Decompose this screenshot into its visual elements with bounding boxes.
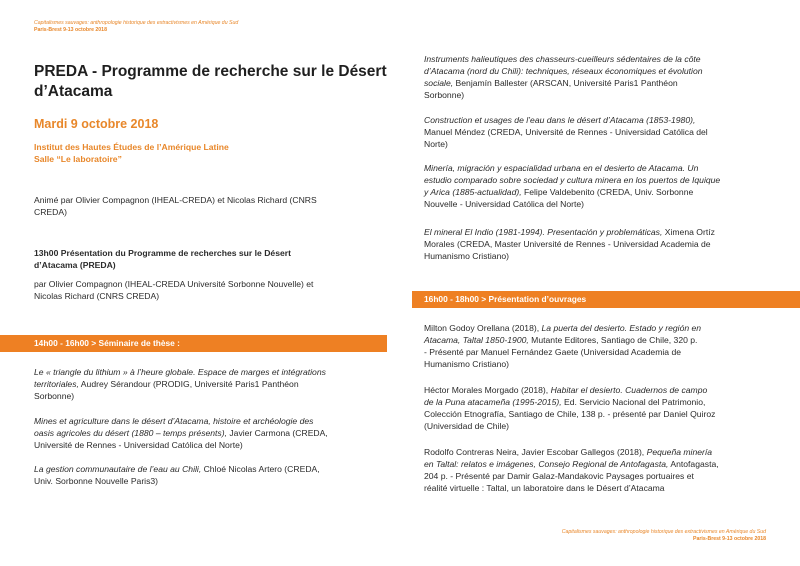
right-talk-3: Minería, migración y espacialidad urbana en el desierto de Atacama. Un estudio comparado sobre sociedad y cultura minera en los puertos de Iquique y Arica (1885-actualidad), Felipe Valdebenito (CREDA, Univ. Sorbonne Nouvelle - Universidad Católica del Norte) xyxy=(424,163,721,209)
seminar-band-label: 14h00 - 16h00 > Séminaire de thèse : xyxy=(34,338,180,348)
page-title: PREDA - Programme de recherche sur le Désert d’Atacama xyxy=(34,63,387,100)
books-band xyxy=(412,291,800,308)
header-dates: Paris-Brest 9-13 octobre 2018 xyxy=(34,27,107,33)
event-date: Mardi 9 octobre 2018 xyxy=(34,117,159,131)
seminar-talk-3: La gestion communautaire de l’eau au Chili, Chloé Nicolas Artero (CREDA, Univ. Sorbonne Nouvelle Paris3) xyxy=(34,464,320,486)
right-talk-4: El mineral El Indio (1981-1994). Presentación y problemáticas, Ximena Ortíz Morales (CREDA, Master Université de Rennes - Universidad Academia de Humanismo Cristiano) xyxy=(424,227,715,261)
page-header xyxy=(34,20,238,34)
footer-dates: Paris-Brest 9-13 octobre 2018 xyxy=(693,536,766,542)
session-presentation-title: 13h00 Présentation du Programme de recherches sur le Désert d’Atacama (PREDA) xyxy=(34,248,291,270)
book-3: Rodolfo Contreras Neira, Javier Escobar Gallegos (2018), Pequeña minería en Taltal: relatos e imágenes, Consejo Regional de Antofagasta, Antofagasta, 204 p. - Présenté par Damir Galaz-Mandakovic Paysages portuaires et réalité virtuelle : Taltal, un laboratoire dans le Désert d’Atacama xyxy=(424,447,719,493)
seminar-band xyxy=(0,335,387,352)
seminar-talk-2: Mines et agriculture dans le désert d’Atacama, histoire et archéologie des oasis agricoles du désert (1880 – temps présents), Javier Carmona (CREDA, Université de Rennes - Universidad Católica del Norte) xyxy=(34,416,328,450)
books-band-label: 16h00 - 18h00 > Présentation d’ouvrages xyxy=(424,294,587,304)
moderators: Animé par Olivier Compagnon (IHEAL-CREDA) et Nicolas Richard (CNRS CREDA) xyxy=(34,195,317,217)
footer-series: Capitalismes sauvages: anthropologie historique des extractivismes en Amérique du Sud xyxy=(561,529,766,535)
page-footer xyxy=(562,529,766,543)
right-talk-1: Instruments halieutiques des chasseurs-cueilleurs sédentaires de la côte d’Atacama (nord du Chili): techniques, réseaux économiques et évolution sociale, Benjamín Ballester (ARSCAN, Université Paris1 Panthéon Sorbonne) xyxy=(424,54,703,100)
right-talk-2: Construction et usages de l’eau dans le désert d’Atacama (1853-1980), Manuel Méndez (CREDA, Université de Rennes - Universidad Católica del Norte) xyxy=(424,115,708,149)
event-venue: Institut des Hautes Études de l’Amérique Latine Salle “Le laboratoire” xyxy=(34,142,229,164)
seminar-talk-1: Le « triangle du lithium » à l’heure globale. Espace de marges et intégrations territoriales, Audrey Sérandour (PRODIG, Université Paris1 Panthéon Sorbonne) xyxy=(34,367,326,401)
header-series: Capitalismes sauvages: anthropologie historique des extractivismes en Amérique du Sud xyxy=(34,20,239,26)
book-2: Héctor Morales Morgado (2018), Habitar el desierto. Cuadernos de campo de la Puna atacameña (1995-2015), Ed. Servicio Nacional del Patrimonio, Colección Etnografía, Santiago de Chile, 138 p. - présenté par Daniel Quiroz (Universidad de Chile) xyxy=(424,385,716,431)
session-presentation-speakers: par Olivier Compagnon (IHEAL-CREDA Université Sorbonne Nouvelle) et Nicolas Richard (CNRS CREDA) xyxy=(34,279,314,301)
book-1: Milton Godoy Orellana (2018), La puerta del desierto. Estado y región en Atacama, Taltal 1850-1900, Mutante Editores, Santiago de Chile, 320 p. - Présenté par Manuel Fernández Gaete (Universidad Academia de Humanismo Cristiano) xyxy=(424,323,702,369)
